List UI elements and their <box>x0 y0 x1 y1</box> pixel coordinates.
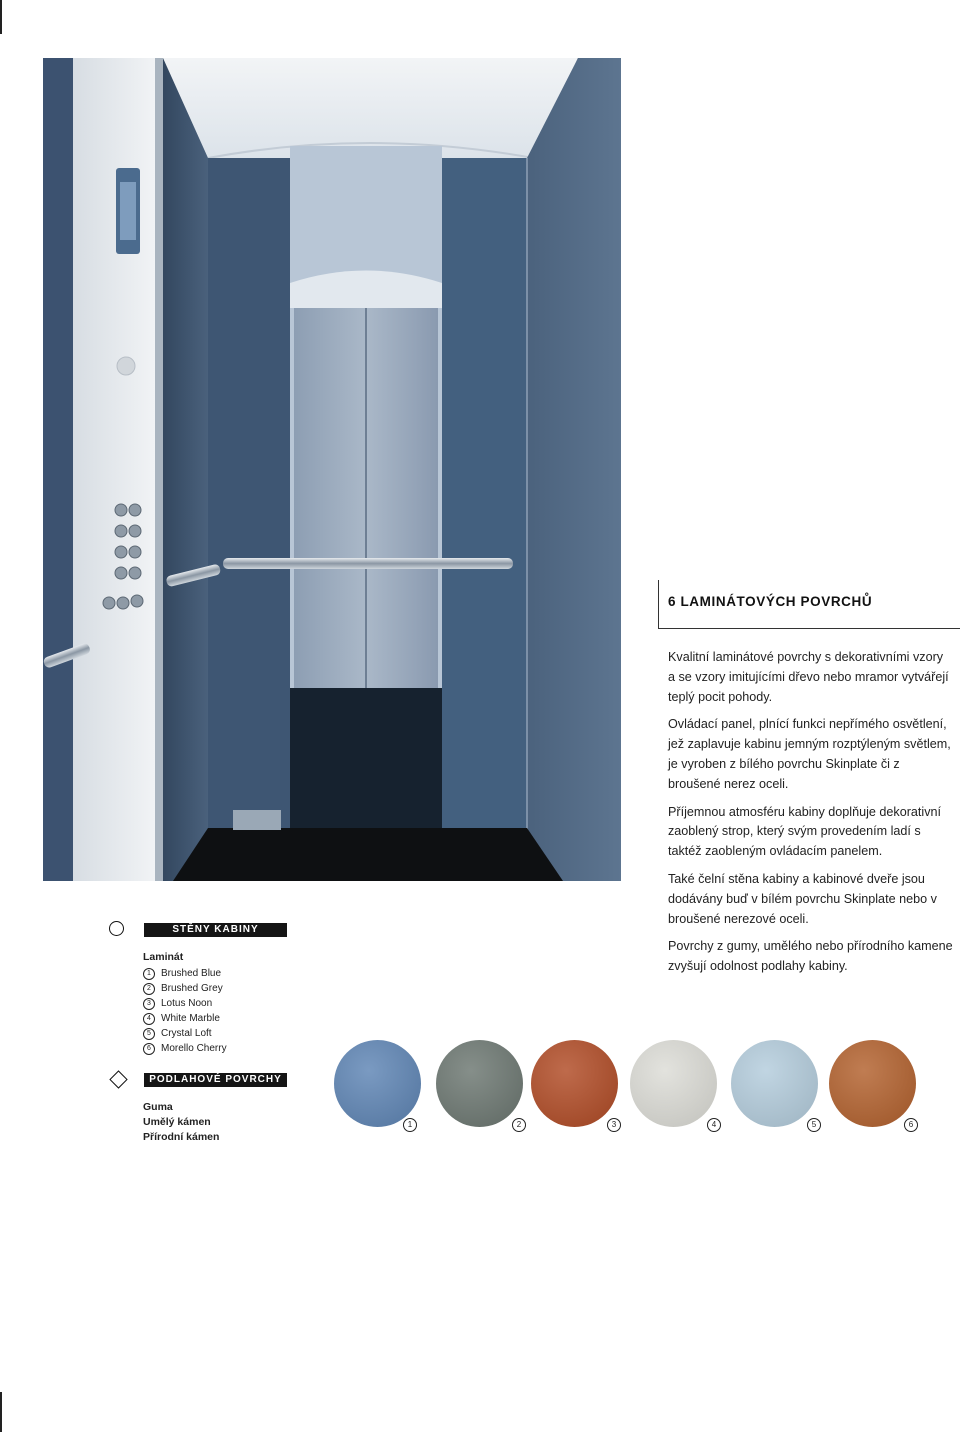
swatch-6 <box>829 1040 916 1127</box>
crop-mark-top <box>0 0 2 34</box>
swatch-number-5: 5 <box>807 1118 821 1132</box>
swatch-number-6: 6 <box>904 1118 918 1132</box>
swatch-number-3: 3 <box>607 1118 621 1132</box>
laminate-label: Laminát <box>143 951 184 963</box>
crop-mark-bottom <box>0 1392 2 1432</box>
walls-heading: STĚNY KABINY <box>144 923 287 937</box>
number-badge: 6 <box>143 1043 155 1055</box>
floor-list <box>143 1100 219 1145</box>
section-title: 6 LAMINÁTOVÝCH POVRCHŮ <box>668 594 873 609</box>
list-item <box>143 1011 227 1026</box>
swatch-number-2: 2 <box>512 1118 526 1132</box>
swatch-number-4: 4 <box>707 1118 721 1132</box>
title-vertical-rule <box>658 580 659 629</box>
elevator-cabin-photo <box>43 58 621 881</box>
list-item <box>143 1041 227 1056</box>
body-text <box>668 648 953 985</box>
list-item <box>143 1026 227 1041</box>
list-item <box>143 966 227 981</box>
number-badge: 1 <box>143 968 155 980</box>
swatch-5 <box>731 1040 818 1127</box>
item-label: Brushed Grey <box>161 983 223 994</box>
paragraph-3: Příjemnou atmosféru kabiny doplňuje dekorativní zaoblený strop, který svým provedením ladí s taktéž zaobleným ovládacím panelem. <box>668 804 942 859</box>
paragraph-2: Ovládací panel, plnící funkci nepřímého osvětlení, jež zaplavuje kabinu jemným rozptýleným světlem, je vyroben z bílého povrchu Skinplate či z broušené nerez oceli. <box>668 717 951 791</box>
swatch-number-1: 1 <box>403 1118 417 1132</box>
floor-heading: PODLAHOVÉ POVRCHY <box>144 1073 287 1087</box>
swatch-3 <box>531 1040 618 1127</box>
swatch-2 <box>436 1040 523 1127</box>
title-rule <box>658 628 960 629</box>
item-label: Brushed Blue <box>161 968 222 979</box>
diamond-symbol-icon <box>109 1070 127 1088</box>
elevator-illustration <box>43 58 621 881</box>
item-label: Morello Cherry <box>161 1043 227 1054</box>
paragraph-1: Kvalitní laminátové povrchy s dekorativními vzory a se vzory imitujícími dřevo nebo mramor vytvářejí teplý pocit pohody. <box>668 650 949 704</box>
swatch-1 <box>334 1040 421 1127</box>
item-label: Lotus Noon <box>161 998 213 1009</box>
paragraph-4: Také čelní stěna kabiny a kabinové dveře jsou dodávány buď v bílém povrchu Skinplate nebo v broušené nerezové oceli. <box>668 871 937 926</box>
list-item: Umělý kámen <box>143 1116 211 1128</box>
list-item: Přírodní kámen <box>143 1131 220 1143</box>
list-item: Guma <box>143 1101 173 1113</box>
number-badge: 5 <box>143 1028 155 1040</box>
item-label: White Marble <box>161 1013 220 1024</box>
circle-symbol-icon <box>109 921 124 936</box>
list-item <box>143 996 227 1011</box>
swatch-4 <box>630 1040 717 1127</box>
paragraph-5: Povrchy z gumy, umělého nebo přírodního kamene zvyšují odolnost podlahy kabiny. <box>668 939 953 974</box>
item-label: Crystal Loft <box>161 1028 212 1039</box>
walls-list <box>143 950 227 1056</box>
number-badge: 3 <box>143 998 155 1010</box>
number-badge: 2 <box>143 983 155 995</box>
number-badge: 4 <box>143 1013 155 1025</box>
list-item <box>143 981 227 996</box>
